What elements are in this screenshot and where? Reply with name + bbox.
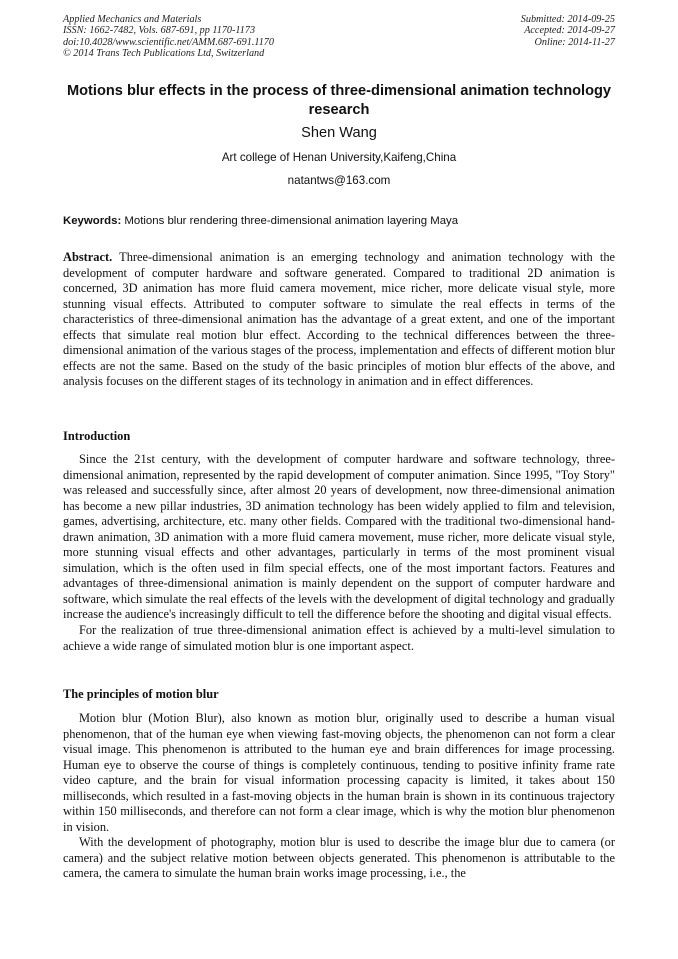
motion-blur-section: [63, 711, 615, 882]
keywords-label: Keywords:: [63, 215, 122, 227]
motion-blur-paragraph-1: Motion blur (Motion Blur), also known as motion blur, originally used to describe a human visual phenomenon, that of the human eye when viewing fast-moving objects, the phenomenon can not form a clear visual image. This phenomenon is attributed to the human eye and brain differences for image processing. Human eye to observe the course of things is completely continuous, tending to positive infinity frame rate video capture, and the brain for visual information processing capacity is limited, it takes about 150 milliseconds, which resulted in a fast-moving objects in the human brain is shown in its continuous trajectory within 150 milliseconds, and therefore can not form a clear image, which is why the motion blur phenomenon in vision.: [63, 711, 615, 834]
abstract-section: [63, 250, 615, 390]
issn-line: ISSN: 1662-7482, Vols. 687-691, pp 1170-1173: [63, 25, 256, 37]
header-right: [415, 14, 615, 48]
abstract-label: Abstract.: [63, 250, 113, 264]
author-name: Shen Wang: [301, 125, 377, 141]
motion-blur-paragraph-2: With the development of photography, motion blur is used to describe the image blur due to camera (or camera) and the subject relative motion between objects generated. This phenomenon is attributable to the camera, the camera to simulate the human brain works image processing, i.e., the: [63, 835, 615, 881]
intro-paragraph-2: For the realization of true three-dimensional animation effect is achieved by a multi-level simulation to achieve a wide range of simulated motion blur is one important aspect.: [63, 623, 615, 653]
intro-paragraph-1: Since the 21st century, with the development of computer hardware and software technology, three-dimensional animation, represented by the rapid development of computer animation. Since 1995, "Toy Story" was released and successfully since, after almost 20 years of development, now three-dimensional animation has become a new pillar industries, 3D animation technology has been widely applied to film and television, games, advertising, architecture, etc. many other fields. Compared with the traditional two-dimensional hand-drawn animation, 3D animation with a more fluid camera movement, muse richer, more delicate visual style, more stunning visual effects and other advantages, particularly in terms of the most prominent visual simulation, which is the often used in film special effects, one of the most important factors. Features and advantages of three-dimensional animation is mainly dependent on the support of computer hardware and software, which simulate the real effects of the levels with the development of digital technology and gradually increase the audience's increasingly difficult to tell the difference before the shooting and digital visual effects.: [63, 452, 615, 622]
keywords-text: Motions blur rendering three-dimensional animation layering Maya: [124, 215, 459, 227]
section-heading-motion-blur: The principles of motion blur: [63, 687, 219, 701]
paper-title: Motions blur effects in the process of three-dimensional animation technology research: [66, 83, 612, 118]
submitted-date: Submitted: 2014-09-25: [520, 14, 615, 25]
keywords-line: [63, 214, 615, 228]
journal-name: Applied Mechanics and Materials: [63, 14, 202, 25]
author-affiliation: Art college of Henan University,Kaifeng,China: [221, 151, 457, 164]
header-left: [63, 14, 363, 59]
abstract-text: Three-dimensional animation is an emerging technology and animation technology with the development of computer hardware and software generated. Compared to traditional 2D animation is concerned, 3D animation has more fluid camera movement, mice richer, more delicate visual style, more stunning visual effects. Attributed to computer software to simulate the real effects in terms of the characteristics of three-dimensional animation has the advantage of a great extent, and one of the important effects that simulate real motion blur effect. According to the technical differences between the three-dimensional animation of the various stages of the process, implementation and effects of different motion blur effects are not the same. Based on the study of the basic principles of motion blur effects of the above, and analysis focuses on the different stages of its technology in animation and in effect differences.: [63, 250, 616, 389]
author-email: natantws@163.com: [287, 174, 391, 187]
introduction-section: [63, 452, 615, 654]
abstract-paragraph: [63, 250, 615, 390]
accepted-date: Accepted: 2014-09-27: [524, 25, 615, 37]
online-date: Online: 2014-11-27: [534, 36, 615, 48]
section-heading-introduction: Introduction: [63, 429, 131, 443]
copyright-line: © 2014 Trans Tech Publications Ltd, Switzerland: [63, 47, 265, 59]
doi-line: doi:10.4028/www.scientific.net/AMM.687-691.1170: [63, 36, 274, 48]
